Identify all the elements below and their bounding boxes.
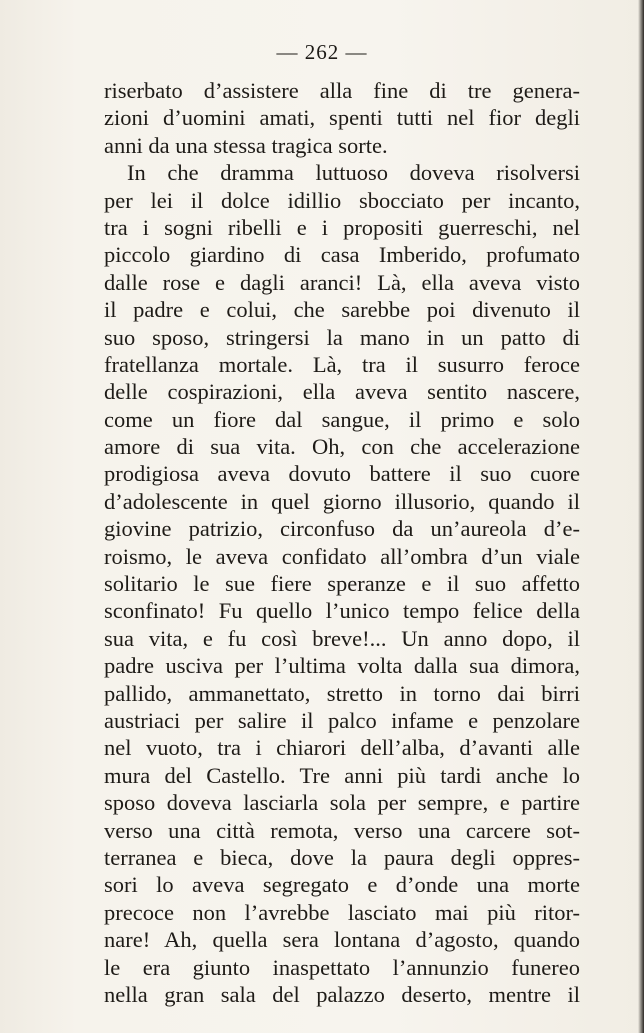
text-line: terranea e bieca, dove la paura degli oppres- (104, 844, 580, 870)
page-number: — 262 — (276, 40, 368, 64)
text-line: nel vuoto, tra i chiarori dell’alba, d’avanti alle (104, 735, 580, 761)
text-line: anni da una stessa tragica sorte. (104, 132, 388, 158)
page-edge-shadow (638, 0, 644, 1033)
text-line: per lei il dolce idillio sbocciato per incanto, (104, 187, 580, 213)
text-line: d’adolescente in quel giorno illusorio, quando il (104, 488, 580, 514)
text-line: il padre e colui, che sarebbe poi divenuto il (104, 297, 580, 323)
text-line: sua vita, e fu così breve!... Un anno dopo, il (104, 625, 580, 651)
text-line: sori lo aveva segregato e d’onde una morte (104, 872, 580, 898)
text-line: sconfinato! Fu quello l’unico tempo felice della (104, 598, 580, 624)
text-line: nare! Ah, quella sera lontana d’agosto, quando (104, 927, 580, 953)
text-line: In che dramma luttuoso doveva risolversi (127, 160, 580, 186)
text-line: piccolo giardino di casa Imberido, profumato (104, 242, 580, 268)
body-text (104, 77, 580, 1008)
text-line: prodigiosa aveva dovuto battere il suo cuore (104, 461, 580, 487)
text-line: padre usciva per l’ultima volta dalla sua dimora, (104, 653, 580, 679)
text-line: verso una città remota, verso una carcere sot- (104, 817, 580, 843)
text-line: fratellanza mortale. Là, tra il susurro feroce (104, 351, 580, 377)
text-line: tra i sogni ribelli e i propositi guerreschi, nel (104, 214, 580, 240)
text-line: giovine patrizio, circonfuso da un’aureola d’e- (104, 516, 580, 542)
text-line: le era giunto inaspettato l’annunzio funereo (104, 954, 580, 980)
text-line: solitario le sue fiere speranze e il suo affetto (104, 571, 580, 597)
text-line: nella gran sala del palazzo deserto, mentre il (104, 981, 580, 1007)
text-line: amore di sua vita. Oh, con che accelerazione (104, 434, 580, 460)
text-line: roismo, le aveva confidato all’ombra d’un viale (104, 543, 580, 569)
text-line: sposo doveva lasciarla sola per sempre, e partire (104, 790, 580, 816)
text-line: come un fiore dal sangue, il primo e solo (104, 406, 580, 432)
text-line: riserbato d’assistere alla fine di tre genera- (104, 78, 580, 103)
text-line: zioni d’uomini amati, spenti tutti nel fior degli (104, 105, 580, 131)
text-line: delle cospirazioni, ella aveva sentito nascere, (104, 379, 580, 405)
text-line: dalle rose e dagli aranci! Là, ella aveva visto (104, 269, 580, 295)
text-line: precoce non l’avrebbe lasciato mai più ritor- (104, 899, 580, 925)
text-line: mura del Castello. Tre anni più tardi anche lo (104, 762, 580, 788)
text-line: austriaci per salire il palco infame e penzolare (104, 707, 580, 733)
text-line: suo sposo, stringersi la mano in un patto di (104, 324, 580, 350)
text-line: pallido, ammanettato, stretto in torno dai birri (104, 680, 580, 706)
